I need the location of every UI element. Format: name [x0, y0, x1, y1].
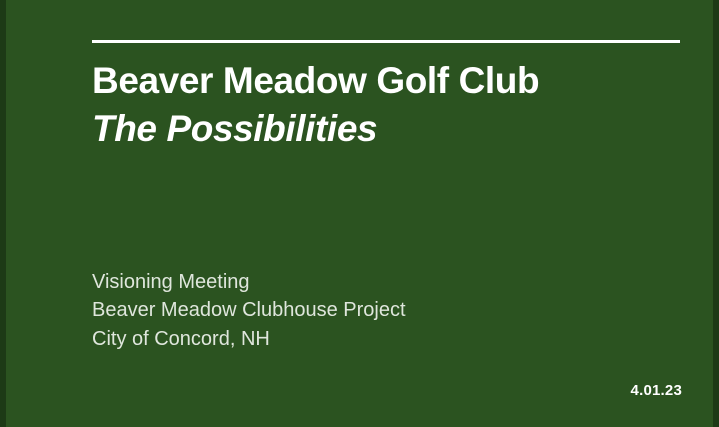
subtitle-line-project: Beaver Meadow Clubhouse Project [92, 299, 406, 322]
slide-title-secondary: The Possibilities [92, 107, 378, 149]
title-divider-rule [92, 40, 680, 43]
right-edge-bar [713, 0, 719, 427]
title-block [92, 60, 692, 151]
left-edge-bar [0, 0, 6, 427]
subtitle-line-location: City of Concord, NH [92, 327, 270, 350]
subtitle-block [92, 268, 652, 353]
slide-title-primary: Beaver Meadow Golf Club [92, 60, 540, 101]
slide-date: 4.01.23 [630, 382, 682, 399]
subtitle-line-meeting: Visioning Meeting [92, 271, 250, 293]
